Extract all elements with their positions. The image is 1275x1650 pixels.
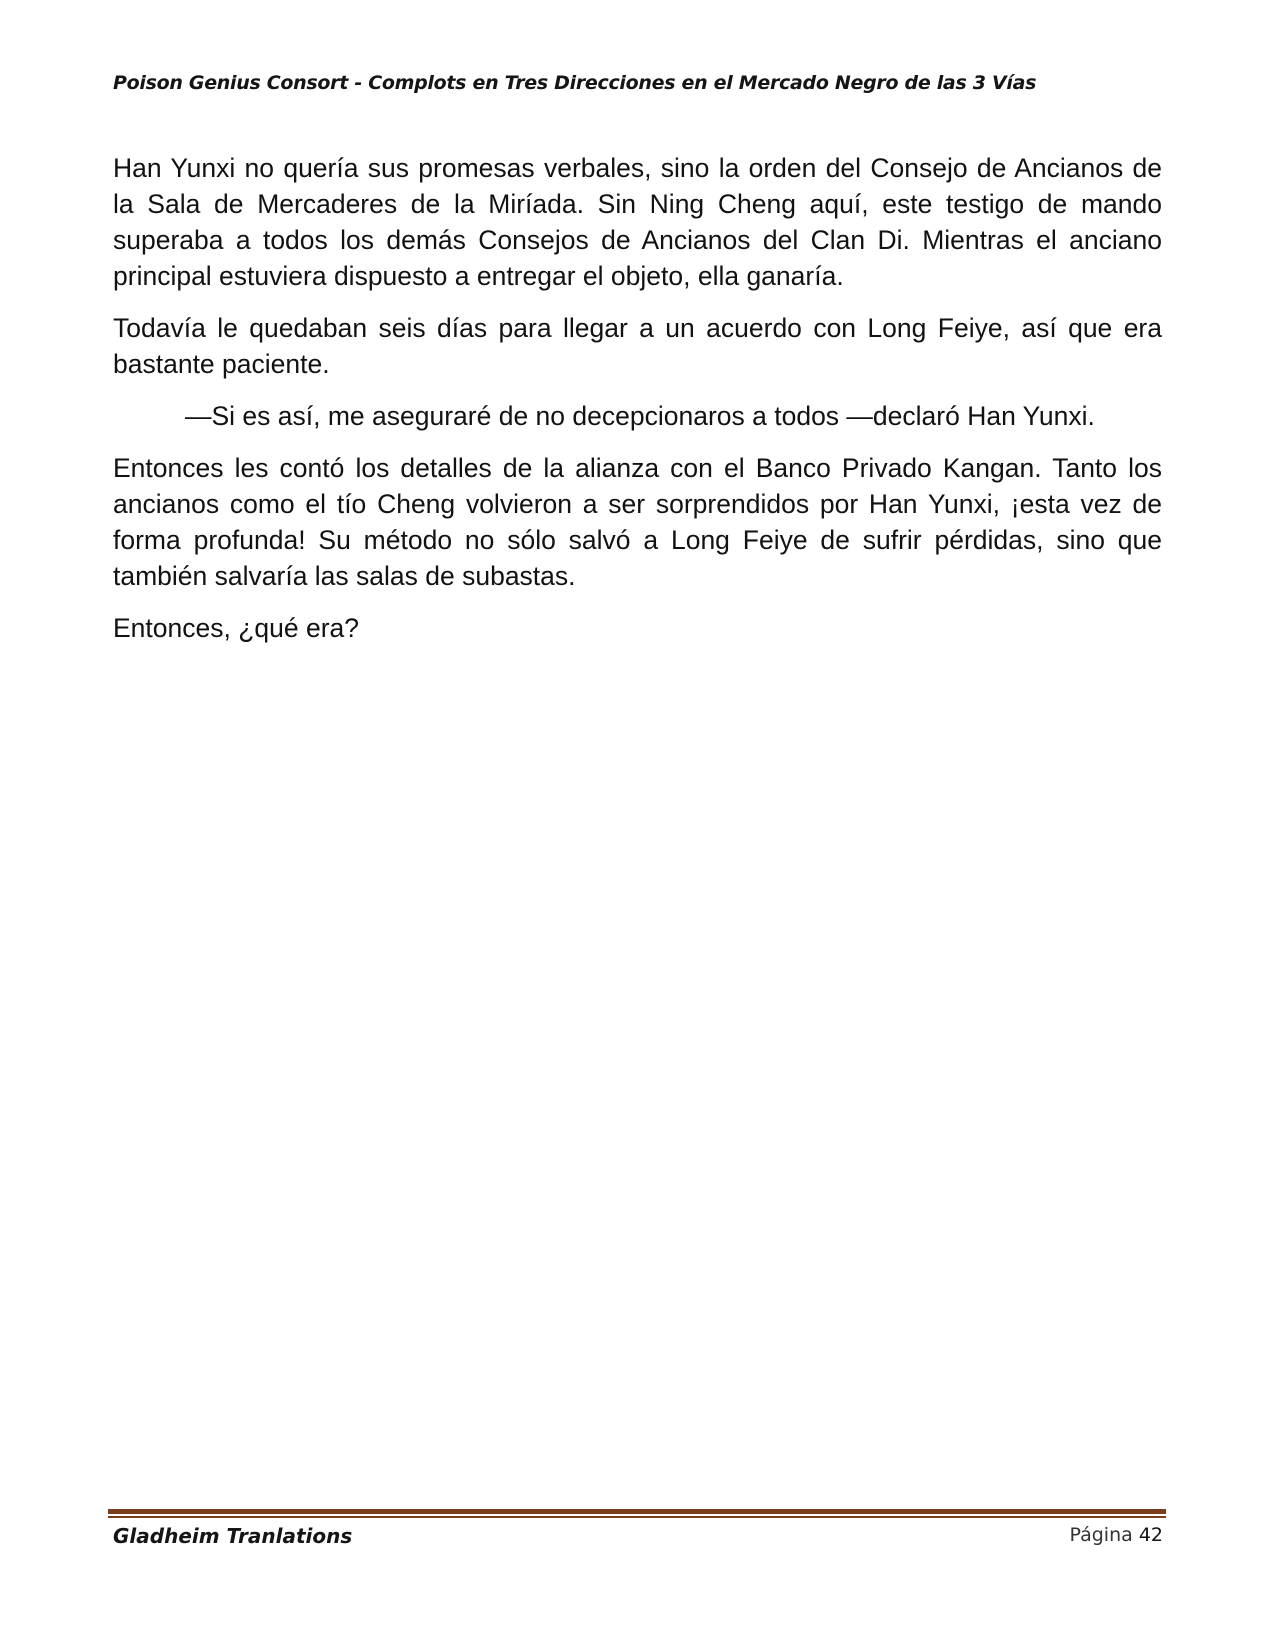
page-number-label [1069, 1524, 1163, 1546]
body-text [113, 150, 1162, 662]
footer-publisher: Gladheim Tranlations [113, 1524, 353, 1548]
paragraph: Entonces les contó los detalles de la alianza con el Banco Privado Kangan. Tanto los ancianos como el tío Cheng volvieron a ser sorprendidos por Han Yunxi, ¡esta vez de forma profunda! Su método no sólo salvó a Long Feiye de sufrir pérdidas, sino que también salvaría las salas de subastas. [113, 453, 1162, 591]
paragraph: Han Yunxi no quería sus promesas verbales, sino la orden del Consejo de Ancianos de la Sala de Mercaderes de la Miríada. Sin Ning Cheng aquí, este testigo de mando superaba a todos los demás Consejos de Ancianos del Clan Di. Mientras el anciano principal estuviera dispuesto a entregar el objeto, ella ganaría. [113, 153, 1162, 291]
paragraph: Entonces, ¿qué era? [113, 613, 360, 643]
dialogue-paragraph: —Si es así, me aseguraré de no decepcionaros a todos —declaró Han Yunxi. [185, 401, 1095, 431]
paragraph: Todavía le quedaban seis días para llegar a un acuerdo con Long Feiye, así que era bastante paciente. [113, 313, 1162, 379]
footer-divider [108, 1509, 1166, 1518]
page-header: Poison Genius Consort - Complots en Tres Direcciones en el Mercado Negro de las 3 Vías [113, 72, 1037, 94]
page-number: 42 [1138, 1524, 1163, 1546]
page-label: Página [1069, 1524, 1133, 1546]
